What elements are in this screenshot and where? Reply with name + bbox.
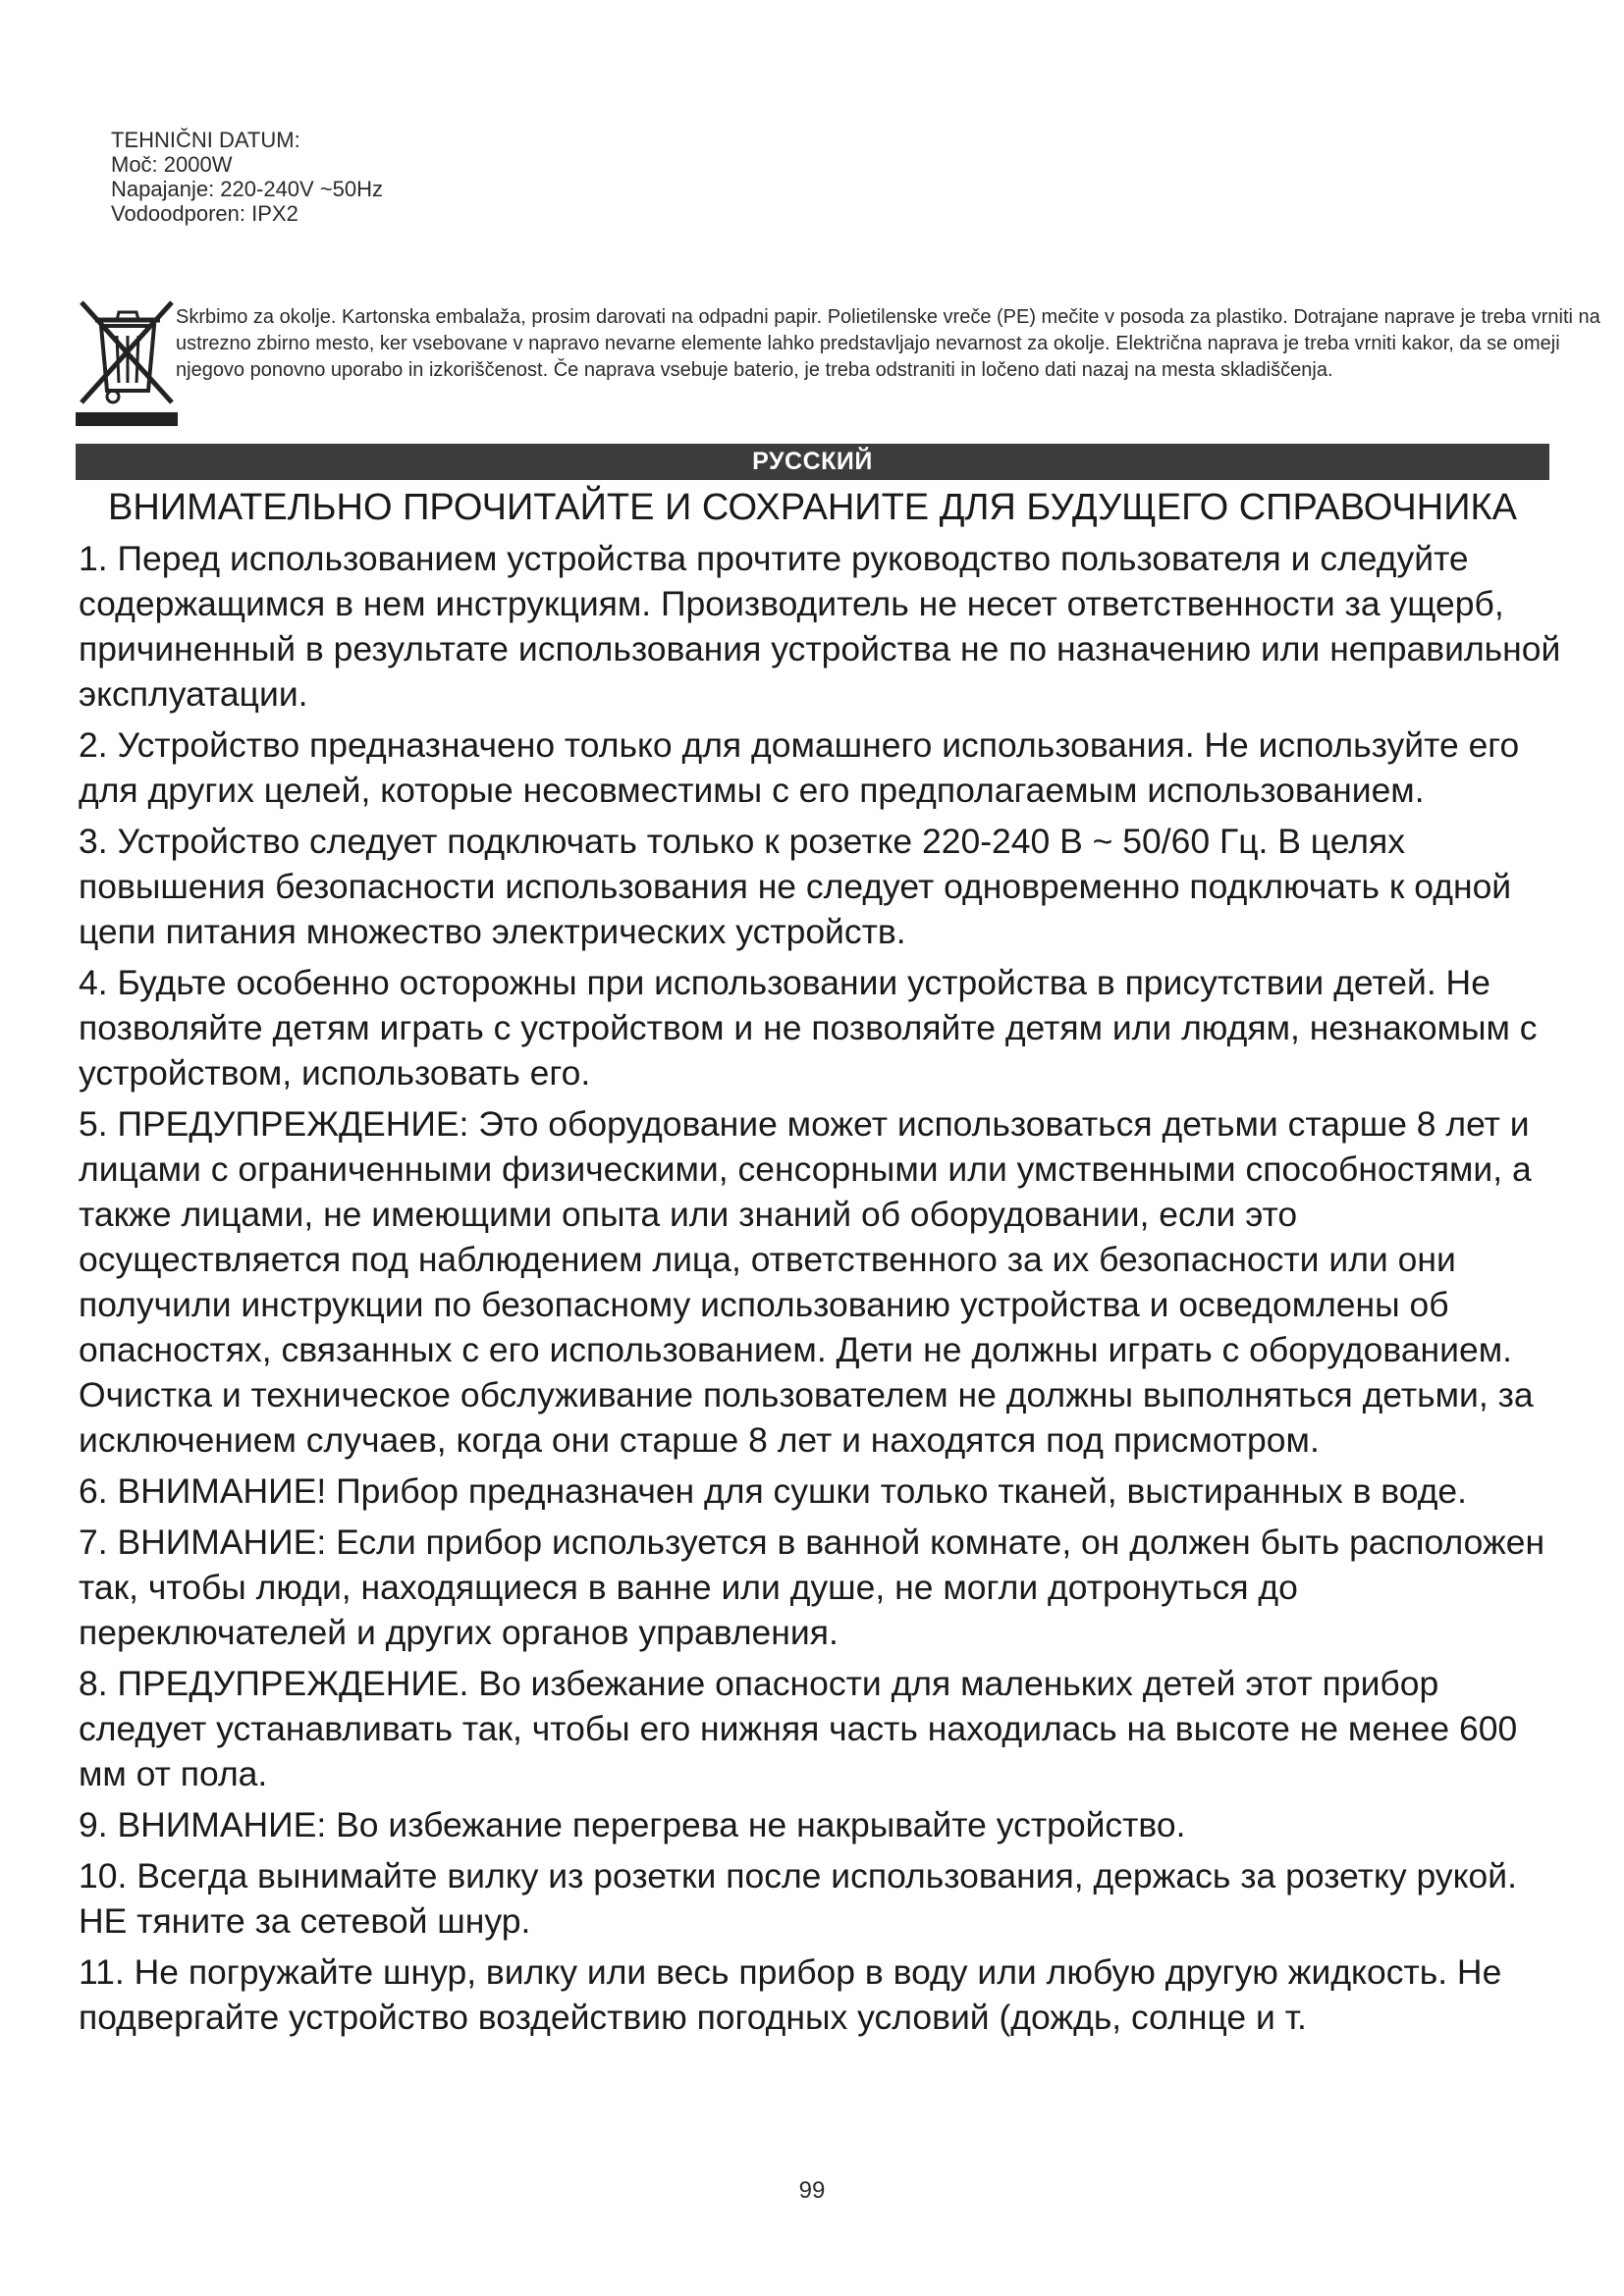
instruction-item: 10. Всегда вынимайте вилку из розетки после использования, держась за розетку рукой. НЕ тяните за сетевой шнур.	[79, 1856, 1517, 1941]
instruction-item: 9. ВНИМАНИЕ: Во избежание перегрева не накрывайте устройство.	[79, 1805, 1186, 1844]
instruction-item: 4. Будьте особенно осторожны при использовании устройства в присутствии детей. Не позволяйте детям играть с устройством и не позволяйте детям или людям, незнакомым с устройством, использовать его.	[79, 963, 1538, 1093]
instruction-item: 5. ПРЕДУПРЕЖДЕНИЕ: Это оборудование может использоваться детьми старше 8 лет и лицами с ограниченными физическими, сенсорными или умственными способностями, а также лицами, не имеющими опыта или знаний об оборудовании, если это осуществляется под наблюдением лица, ответственного за их безопасности или они получили инструкции по безопасному использованию устройства и осведомлены об опасностях, связанных с его использованием. Дети не должны играть с оборудованием. Очистка и техническое обслуживание пользователем не должны выполняться детьми, за исключением случаев, когда они старше 8 лет и находятся под присмотром.	[79, 1104, 1534, 1460]
instruction-item: 1. Перед использованием устройства прочтите руководство пользователя и следуйте содержащимся в нем инструкциям. Производитель не несет ответственности за ущерб, причиненный в результате использования устройства не по назначению или неправильной эксплуатации.	[79, 539, 1561, 714]
technical-data	[111, 128, 383, 226]
safety-instructions	[79, 536, 1561, 2046]
page-number: 99	[798, 2177, 826, 2204]
instruction-item: 8. ПРЕДУПРЕЖДЕНИЕ. Во избежание опасности для маленьких детей этот прибор следует устанавливать так, чтобы его нижняя часть находилась на высоте не менее 600 мм от пола.	[79, 1664, 1518, 1793]
recycling-notice	[74, 293, 1600, 430]
tech-waterproof: Vodoodporen: IPX2	[111, 201, 298, 226]
instruction-item: 6. ВНИМАНИЕ! Прибор предназначен для сушки только тканей, выстиранных в воде.	[79, 1471, 1468, 1511]
instruction-item: 3. Устройство следует подключать только к розетке 220-240 В ~ 50/60 Гц. В целях повышения безопасности использования не следует одновременно подключать к одной цепи питания множество электрических устройств.	[79, 822, 1512, 951]
crossed-out-wheelie-bin-icon	[74, 293, 182, 428]
recycling-text: Skrbimo za okolje. Kartonska embalaža, prosim darovati na odpadni papir. Polietilenske vreče (PE) mečite v posoda za plastiko. Dotrajane naprave je treba vrniti na ustrezno zbirno mesto, ker vsebovane v napravo nevarne elemente lahko predstavljajo nevarnost za okolje. Električna naprava je treba vrniti kakor, da se omeji njegovo ponovno uporabo in izkoriščenost. Če naprava vsebuje baterio, je treba odstraniti in ločeno dati nazaj na mesta skladiščenja.	[176, 306, 1600, 381]
tech-power: Moč: 2000W	[111, 152, 233, 177]
instruction-item: 2. Устройство предназначено только для домашнего использования. Не используйте его для других целей, которые несовместимы с его предполагаемым использованием.	[79, 725, 1520, 810]
read-and-keep-heading: ВНИМАТЕЛЬНО ПРОЧИТАЙТЕ И СОХРАНИТЕ ДЛЯ БУДУЩЕГО СПРАВОЧНИКА	[107, 487, 1517, 528]
language-section-bar: РУССКИЙ	[76, 444, 1549, 480]
tech-supply: Napajanje: 220-240V ~50Hz	[111, 177, 384, 201]
instruction-item: 11. Не погружайте шнур, вилку или весь прибор в воду или любую другую жидкость. Не подвергайте устройство воздействию погодных условий (дождь, солнце и т.	[79, 1952, 1502, 2037]
instruction-item: 7. ВНИМАНИЕ: Если прибор используется в ванной комнате, он должен быть расположен так, чтобы люди, находящиеся в ванне или душе, не могли дотронуться до переключателей и других органов управления.	[79, 1522, 1545, 1652]
tech-heading: TEHNIČNI DATUM:	[111, 128, 300, 152]
